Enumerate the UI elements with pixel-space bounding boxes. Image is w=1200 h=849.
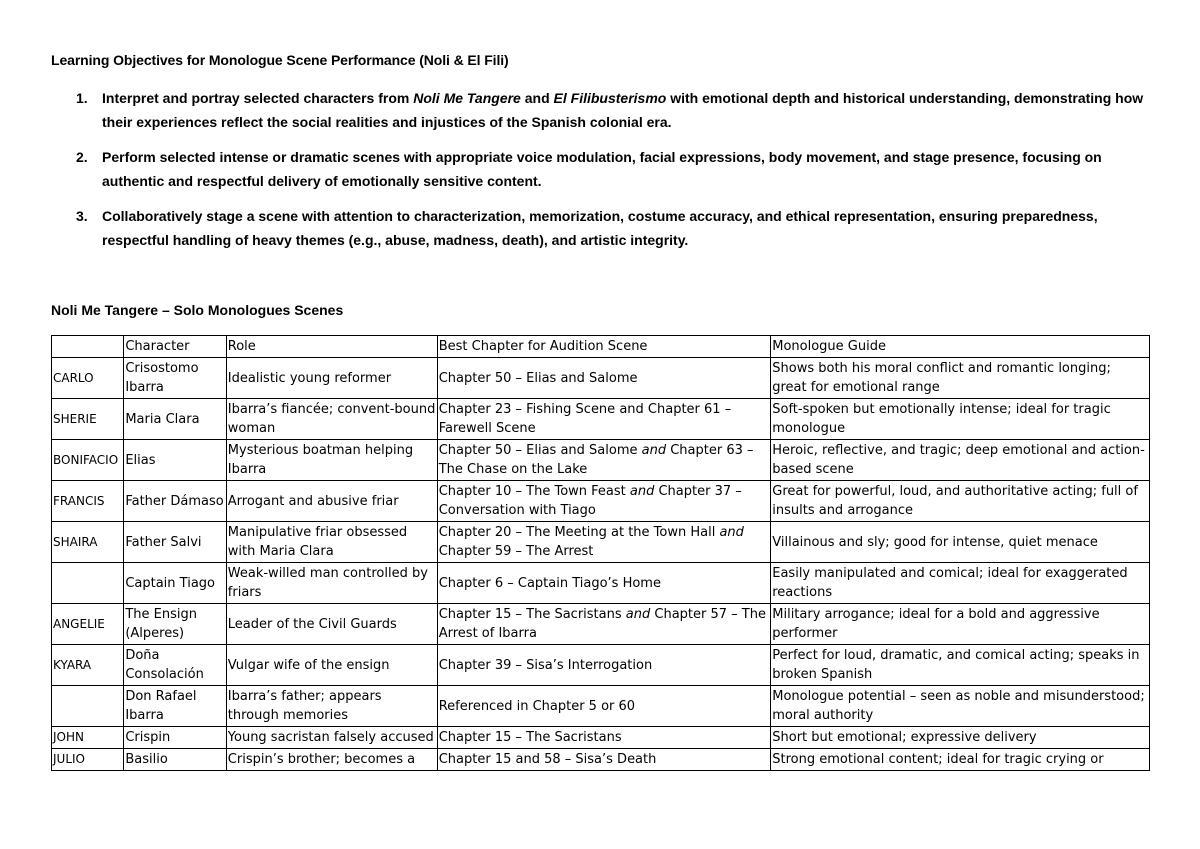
cell-guide: Shows both his moral conflict and romantic longing; great for emotional range — [771, 358, 1150, 399]
cell-student: FRANCIS — [52, 481, 124, 522]
table-body — [52, 358, 1150, 771]
cell-student: KYARA — [52, 645, 124, 686]
objective-text: and — [520, 90, 554, 106]
chapter-segment: Chapter 39 – Sisa’s Interrogation — [438, 657, 653, 673]
cell-chapter — [437, 749, 771, 771]
chapter-segment: Chapter 15 and 58 – Sisa’s Death — [438, 752, 657, 767]
table-row — [52, 604, 1150, 645]
header-chapter: Best Chapter for Audition Scene — [437, 336, 771, 358]
cell-guide: Soft-spoken but emotionally intense; ideal for tragic monologue — [771, 399, 1150, 440]
chapter-segment: Chapter 59 – The Arrest — [438, 544, 594, 559]
cell-student: JOHN — [52, 727, 124, 749]
chapter-segment: Chapter 20 – The Meeting at the Town Hall — [438, 525, 716, 540]
chapter-segment: and — [615, 402, 648, 417]
cell-chapter — [437, 727, 771, 749]
cell-role: Mysterious boatman helping Ibarra — [226, 440, 437, 481]
cell-role: Leader of the Civil Guards — [226, 604, 437, 645]
table-header-row — [52, 336, 1150, 358]
cell-character: Father Salvi — [124, 522, 226, 563]
cell-character: Elias — [124, 440, 226, 481]
cell-student — [52, 563, 124, 604]
cell-character: Crispin — [124, 727, 226, 749]
cell-character: Crisostomo Ibarra — [124, 358, 226, 399]
cell-character: Maria Clara — [124, 399, 226, 440]
objective-item — [51, 145, 1151, 193]
cell-student: CARLO — [52, 358, 124, 399]
cell-guide: Great for powerful, loud, and authoritative acting; full of insults and arrogance — [771, 481, 1150, 522]
chapter-segment: Chapter 50 – Elias and Salome — [438, 443, 638, 458]
header-guide: Monologue Guide — [771, 336, 1150, 358]
title-fili: El Filibusterismo — [553, 90, 667, 106]
chapter-segment: and — [715, 525, 744, 540]
cell-role: Ibarra’s father; appears through memories — [226, 686, 437, 727]
cell-role: Idealistic young reformer — [226, 358, 437, 399]
cell-guide: Perfect for loud, dramatic, and comical acting; speaks in broken Spanish — [771, 645, 1150, 686]
cell-chapter — [437, 522, 771, 563]
cell-student: SHAIRA — [52, 522, 124, 563]
cell-chapter — [437, 563, 771, 604]
cell-chapter — [437, 686, 771, 727]
objective-text: with emotional depth and historical understanding, demonstrating how their experiences reflect the social realities and injustices of the Spanish colonial era. — [102, 90, 1144, 130]
objective-number: 3. — [76, 208, 88, 224]
table-row — [52, 645, 1150, 686]
cell-role: Arrogant and abusive friar — [226, 481, 437, 522]
title-noli: Noli Me Tangere — [413, 90, 521, 106]
chapter-segment: Chapter 10 – The Town Feast — [438, 484, 626, 499]
chapter-segment: and — [625, 484, 659, 499]
objective-text: Interpret and portray selected characters from — [102, 90, 414, 106]
cell-guide: Strong emotional content; ideal for tragic crying or — [771, 749, 1150, 771]
table-row — [52, 686, 1150, 727]
chapter-segment: Chapter 37 – Conversation with Tiago — [438, 484, 742, 518]
chapter-segment: and — [637, 443, 671, 458]
cell-role: Young sacristan falsely accused — [226, 727, 437, 749]
table-row — [52, 727, 1150, 749]
chapter-segment: Chapter 63 – The Chase on the Lake — [438, 443, 754, 477]
chapter-segment: Chapter 57 – The Arrest of Ibarra — [438, 607, 766, 641]
table-row — [52, 522, 1150, 563]
objective-text: Perform selected intense or dramatic scenes with appropriate voice modulation, facial expressions, body movement, and stage presence, focusing on authentic and respectful delivery of emotionally sensitive content. — [102, 149, 1102, 189]
cell-chapter — [437, 481, 771, 522]
cell-role: Vulgar wife of the ensign — [226, 645, 437, 686]
cell-guide: Short but emotional; expressive delivery — [771, 727, 1150, 749]
table-row — [52, 358, 1150, 399]
chapter-segment: Chapter 50 – Elias and Salome — [438, 370, 638, 386]
table-row — [52, 440, 1150, 481]
cell-student: BONIFACIO — [52, 440, 124, 481]
objective-number: 2. — [76, 149, 88, 165]
chapter-segment: Chapter 15 – The Sacristans — [438, 607, 622, 622]
table-row — [52, 563, 1150, 604]
cell-guide: Villainous and sly; good for intense, quiet menace — [771, 522, 1150, 563]
cell-character: Don Rafael Ibarra — [124, 686, 226, 727]
cell-chapter — [437, 645, 771, 686]
cell-role: Crispin’s brother; becomes a — [226, 749, 437, 771]
chapter-segment: and — [621, 607, 655, 622]
cell-chapter — [437, 604, 771, 645]
chapter-segment: Chapter 15 – The Sacristans — [438, 730, 622, 745]
cell-student: ANGELIE — [52, 604, 124, 645]
table-row — [52, 749, 1150, 771]
table-row — [52, 481, 1150, 522]
cell-character: Basilio — [124, 749, 226, 771]
cell-role: Ibarra’s fiancée; convent-bound woman — [226, 399, 437, 440]
cell-student — [52, 686, 124, 727]
objective-number: 1. — [76, 90, 88, 106]
header-role: Role — [226, 336, 437, 358]
cell-chapter — [437, 358, 771, 399]
objectives-list — [51, 86, 1151, 263]
cell-character: Captain Tiago — [124, 563, 226, 604]
document-title: Learning Objectives for Monologue Scene Performance (Noli & El Fili) — [51, 52, 509, 68]
cell-guide: Easily manipulated and comical; ideal for exaggerated reactions — [771, 563, 1150, 604]
header-character: Character — [124, 336, 226, 358]
cell-guide: Military arrogance; ideal for a bold and aggressive performer — [771, 604, 1150, 645]
cell-chapter — [437, 440, 771, 481]
table-row — [52, 399, 1150, 440]
cell-guide: Monologue potential – seen as noble and misunderstood; moral authority — [771, 686, 1150, 727]
chapter-segment: Referenced in Chapter 5 or 60 — [438, 698, 636, 714]
chapter-segment: Chapter 23 – Fishing Scene — [438, 402, 616, 417]
cell-guide: Heroic, reflective, and tragic; deep emotional and action-based scene — [771, 440, 1150, 481]
cell-role: Manipulative friar obsessed with Maria Clara — [226, 522, 437, 563]
chapter-segment: Chapter 6 – Captain Tiago’s Home — [438, 575, 661, 591]
cell-character: Father Dámaso — [124, 481, 226, 522]
cell-role: Weak-willed man controlled by friars — [226, 563, 437, 604]
cell-character: The Ensign (Alperes) — [124, 604, 226, 645]
monologue-table — [51, 335, 1150, 771]
cell-character: Doña Consolación — [124, 645, 226, 686]
cell-chapter — [437, 399, 771, 440]
section-title: Noli Me Tangere – Solo Monologues Scenes — [51, 302, 344, 318]
objective-item — [51, 86, 1151, 134]
chapter-segment: Chapter 61 – Farewell Scene — [438, 402, 732, 436]
cell-student: SHERIE — [52, 399, 124, 440]
objective-item — [51, 204, 1151, 252]
cell-student: JULIO — [52, 749, 124, 771]
objective-text: Collaboratively stage a scene with attention to characterization, memorization, costume accuracy, and ethical representation, ensuring preparedness, respectful handling of heavy themes (e.g., abuse, madness, death), and artistic integrity. — [102, 208, 1098, 248]
header-student — [52, 336, 124, 358]
